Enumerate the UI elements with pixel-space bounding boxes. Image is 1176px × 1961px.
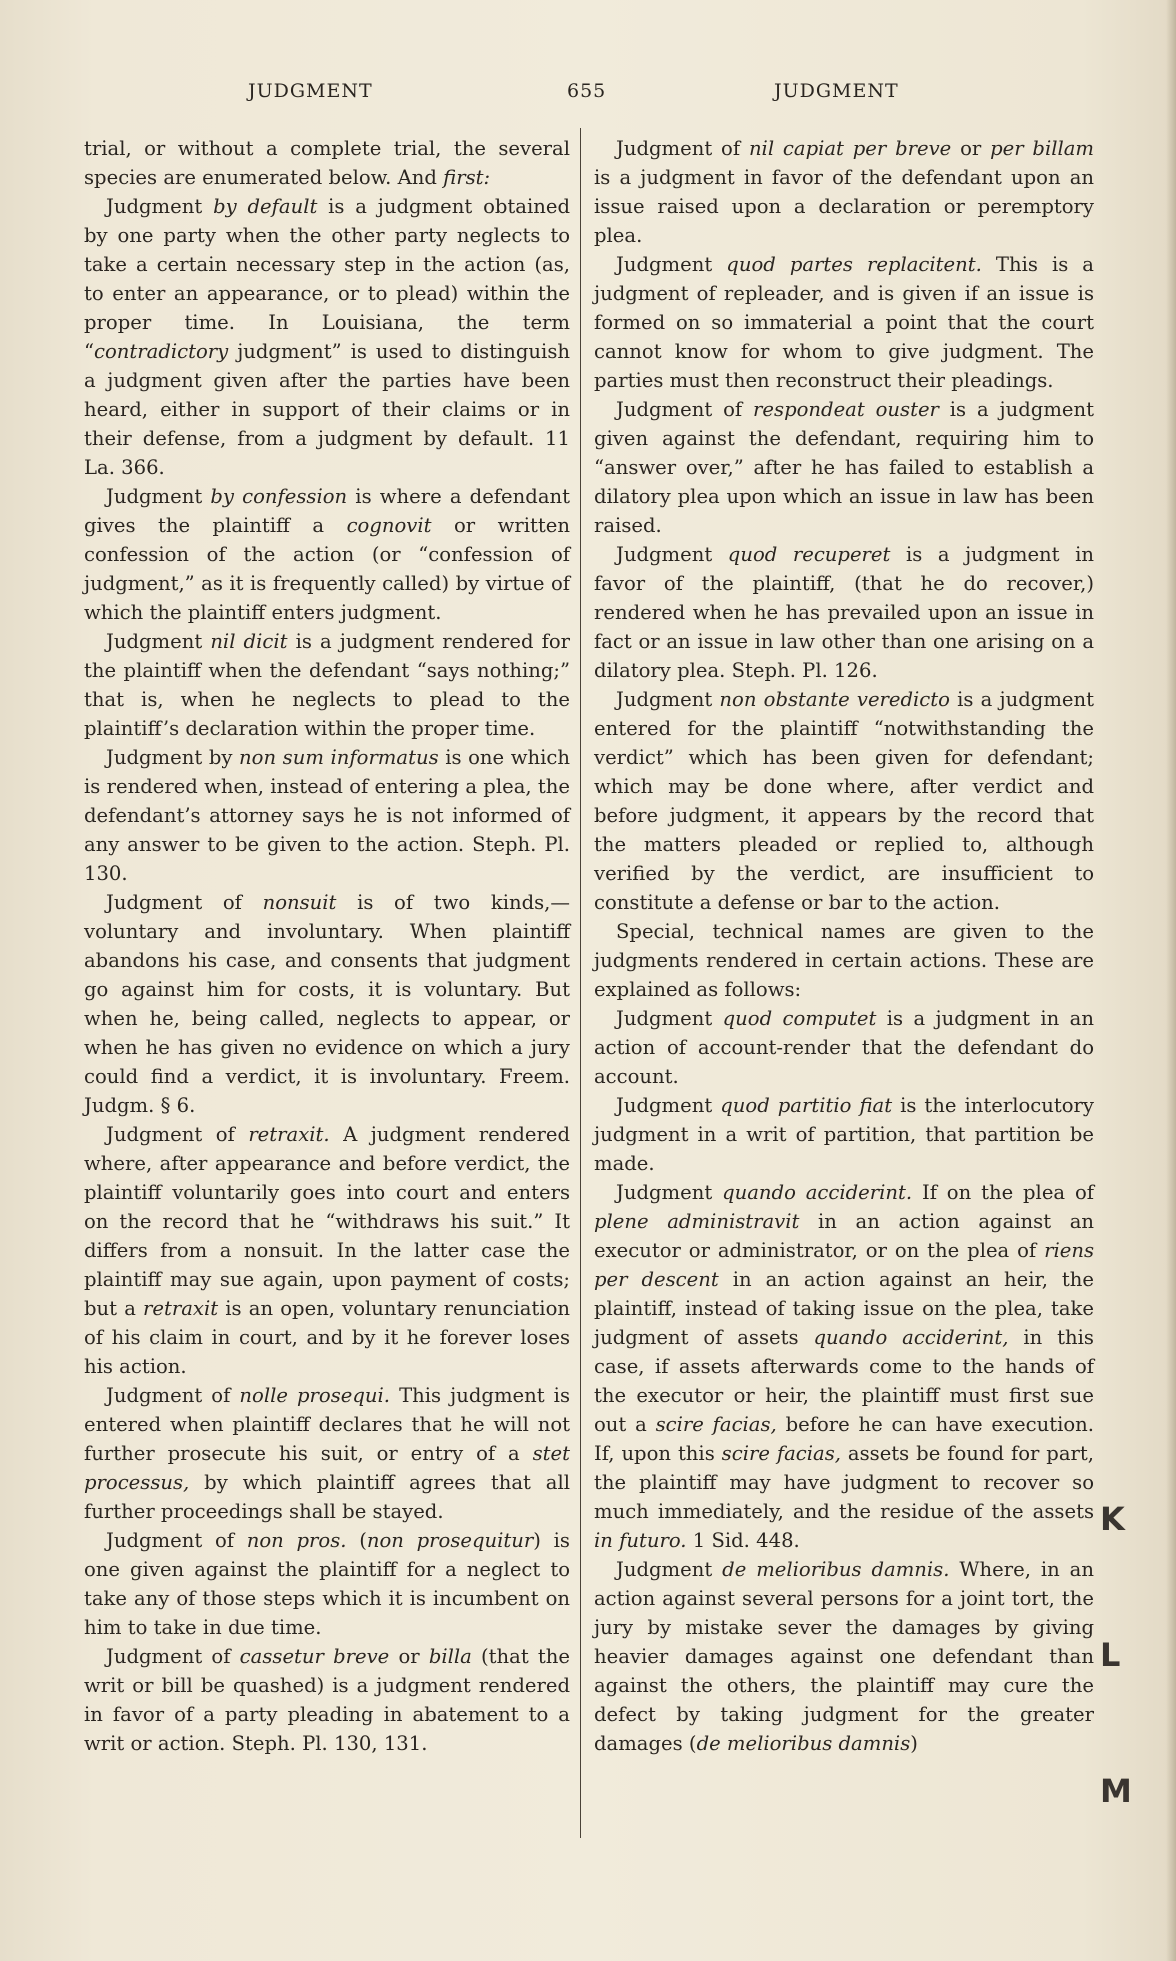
italic-term: by default [213,195,318,218]
entry-paragraph [84,743,570,888]
italic-term: non sum informatus [239,746,439,769]
text-run: is a judgment given against the defendant, requiring him to “answer over,” after he has failed to establish a dilatory plea upon which an issue in law has been raised. [594,398,1094,537]
entry-paragraph [594,1004,1094,1091]
italic-term: nolle prosequi. [239,1384,391,1407]
italic-term: respondeat ouster [753,398,939,421]
entry-paragraph [84,627,570,743]
text-run: in an action against an heir, the plaintiff, instead of taking issue on the plea, take judgment of assets [594,1268,1095,1349]
column-divider [580,128,581,1838]
text-run: or [389,1645,429,1668]
italic-term: nil dicit [210,630,288,653]
text-run: is the interlocutory judgment in a writ of partition, that partition be made. [594,1094,1094,1175]
text-run: assets be found for part, the plaintiff may have judgment to recover so much immediately, and the residue of the assets [594,1442,1094,1523]
italic-term: plene administravit [594,1210,800,1233]
text-run: 1 Sid. 448. [686,1529,800,1552]
text-run: ( [346,1529,367,1552]
text-run: ) [910,1732,918,1755]
italic-term: nil capiat per breve [748,137,952,160]
italic-term: scire facias, [721,1442,841,1465]
italic-term: contradictory [94,340,229,363]
text-run: A judgment rendered where, after appearance and before verdict, the plaintiff voluntarily goes into court and enters on the record that he “withdraws his suit.” It differs from a nonsuit. In the latter case the plaintiff may sue again, upon payment of costs; but a [84,1123,570,1320]
entry-paragraph [84,1120,570,1381]
entry-paragraph [594,134,1094,250]
text-run: Judgment [616,253,727,276]
text-run: is of two kinds,—voluntary and involuntary. When plaintiff abandons his case, and consents that judgment go against him for costs, it is voluntary. But when he, being called, neglects to appear, or when he has given no evidence on which a jury could find a verdict, it is involuntary. Freem. Judgm. § 6. [84,891,571,1117]
header-right-title: JUDGMENT [774,80,899,102]
italic-term: quando acciderint, [813,1326,1009,1349]
text-run: Special, technical names are given to the judgments rendered in certain actions. These are explained as follows: [594,920,1094,1001]
entry-paragraph [594,395,1094,540]
italic-term: cassetur breve [239,1645,390,1668]
text-run: Judgment of [106,1384,240,1407]
text-run: judgment” is used to distinguish a judgment given after the parties have been heard, either in support of their claims or in their defense, from a judgment by default. 11 La. 366. [84,340,570,479]
italic-term: scire facias, [655,1413,777,1436]
text-run: is a judgment in favor of the plaintiff, (that he do recover,) rendered when he has prevailed upon an issue in fact or an issue in law other than one arising on a dilatory plea. Steph. Pl. 126. [594,543,1094,682]
text-run: is an open, voluntary renunciation of his claim in court, and by it he forever loses his action. [84,1297,570,1378]
text-run: ) is one given against the plaintiff for a neglect to take any of those steps which it is incumbent on him to take in due time. [84,1529,570,1639]
text-run: Judgment of [106,891,263,914]
italic-term: retraxit. [248,1123,330,1146]
italic-term: quod partitio fiat [720,1094,893,1117]
text-run: or [951,137,991,160]
entry-paragraph [84,1642,570,1758]
italic-term: per billam [990,137,1095,160]
right-column [594,134,1094,1758]
text-run: Judgment [616,1094,721,1117]
text-run: Judgment [616,688,720,711]
text-run: trial, or without a complete trial, the several species are enumerated below. And [84,137,570,189]
text-run: Judgment [106,195,214,218]
italic-term: quod recuperet [727,543,891,566]
italic-term: billa [428,1645,472,1668]
italic-term: stet processus, [84,1442,570,1494]
text-run: Judgment [106,485,211,508]
entry-paragraph [84,1526,570,1642]
italic-term: quod partes replacitent. [726,253,982,276]
italic-term: cognovit [346,514,432,537]
entry-paragraph [84,482,570,627]
entry-paragraph [594,250,1094,395]
text-run: is a judgment obtained by one party when the other party neglects to take a certain necessary step in the action (as, to enter an appearance, or to plead) within the proper time. In Louisiana, the term “ [84,195,570,363]
text-run: is one which is rendered when, instead of entering a plea, the defendant’s attorney says he is not informed of any answer to be given to the action. Steph. Pl. 130. [84,746,570,885]
text-run: Where, in an action against several persons for a joint tort, the jury by mistake sever the damages by giving heavier damages against one defendant than against the others, the plaintiff may cure the defect by taking judgment for the greater damages ( [594,1558,1094,1755]
text-run: Judgment by [106,746,240,769]
text-run: Judgment of [106,1645,240,1668]
text-run: is where a defendant gives the plaintiff a [84,485,570,537]
text-run: Judgment of [616,398,754,421]
entry-paragraph [594,1555,1094,1758]
entry-paragraph [594,1178,1094,1555]
text-run: is a judgment entered for the plaintiff “notwithstanding the verdict” which has been given for defendant; which may be done where, after verdict and before judgment, it appears by the record that the matters pleaded or replied to, although verified by the verdict, are insufficient to constitute a defense or bar to the action. [594,688,1094,914]
text-run: by which plaintiff agrees that all further proceedings shall be stayed. [84,1471,570,1523]
text-run: If on the plea of [912,1181,1094,1204]
entry-paragraph [84,192,570,482]
running-header [0,80,1176,110]
entry-paragraph [84,134,570,192]
text-run: Judgment of [106,1123,249,1146]
entry-paragraph [594,685,1094,917]
text-run: This is a judgment of repleader, and is given if an issue is formed on so immaterial a point that the court cannot know for whom to give judgment. The parties must then reconstruct their pleadings. [594,253,1094,392]
text-run: Judgment [616,1558,723,1581]
italic-term: de melioribus damnis. [722,1558,950,1581]
page-edge-shadow [1166,0,1176,1961]
entry-paragraph [594,917,1094,1004]
text-run: Judgment [106,630,211,653]
text-run: Judgment of [106,1529,247,1552]
text-run: Judgment [616,1181,723,1204]
left-column [84,134,570,1758]
text-run: Judgment [616,543,728,566]
italic-term: retraxit [143,1297,219,1320]
text-run: Judgment [616,1007,723,1030]
entry-paragraph [84,888,570,1120]
text-run: or written confession of the action (or “confession of judgment,” as it is frequently called) by virtue of which the plaintiff enters judgment. [84,514,570,624]
entry-paragraph [594,1091,1094,1178]
header-left-title: JUDGMENT [248,80,373,102]
italic-term: non obstante veredicto [719,688,950,711]
text-run: is a judgment rendered for the plaintiff when the defendant “says nothing;” that is, when he neglects to plead to the plaintiff’s declaration within the proper time. [84,630,570,740]
italic-term: nonsuit [262,891,337,914]
text-run: Judgment of [616,137,749,160]
italic-term: quod computet [722,1007,877,1030]
italic-term: quando acciderint. [722,1181,913,1204]
italic-term: by confession [210,485,348,508]
text-run: (that the writ or bill be quashed) is a judgment rendered in favor of a party pleading in abatement to a writ or action. Steph. Pl. 130, 131. [84,1645,571,1755]
text-run: in an action against an executor or administrator, or on the plea of [594,1210,1094,1262]
italic-term: de melioribus damnis [696,1732,911,1755]
thumb-index-k: K [1100,1500,1125,1538]
text-run: before he can have execution. If, upon this [594,1413,1094,1465]
text-run: This judgment is entered when plaintiff declares that he will not further prosecute his suit, or entry of a [84,1384,570,1465]
thumb-index-l: L [1100,1636,1121,1674]
page-number: 655 [567,80,607,102]
italic-term: non prosequitur [366,1529,534,1552]
text-run: in this case, if assets afterwards come to the hands of the executor or heir, the plaintiff must first sue out a [594,1326,1094,1436]
italic-term: non pros. [246,1529,347,1552]
text-run: is a judgment in favor of the defendant upon an issue raised upon a declaration or peremptory plea. [594,166,1094,247]
italic-term: first: [443,166,491,189]
thumb-index-m: M [1100,1772,1132,1810]
italic-term: in futuro. [594,1529,687,1552]
italic-term: riens per descent [594,1239,1094,1291]
entry-paragraph [84,1381,570,1526]
text-run: is a judgment in an action of account-render that the defendant do account. [594,1007,1094,1088]
entry-paragraph [594,540,1094,685]
